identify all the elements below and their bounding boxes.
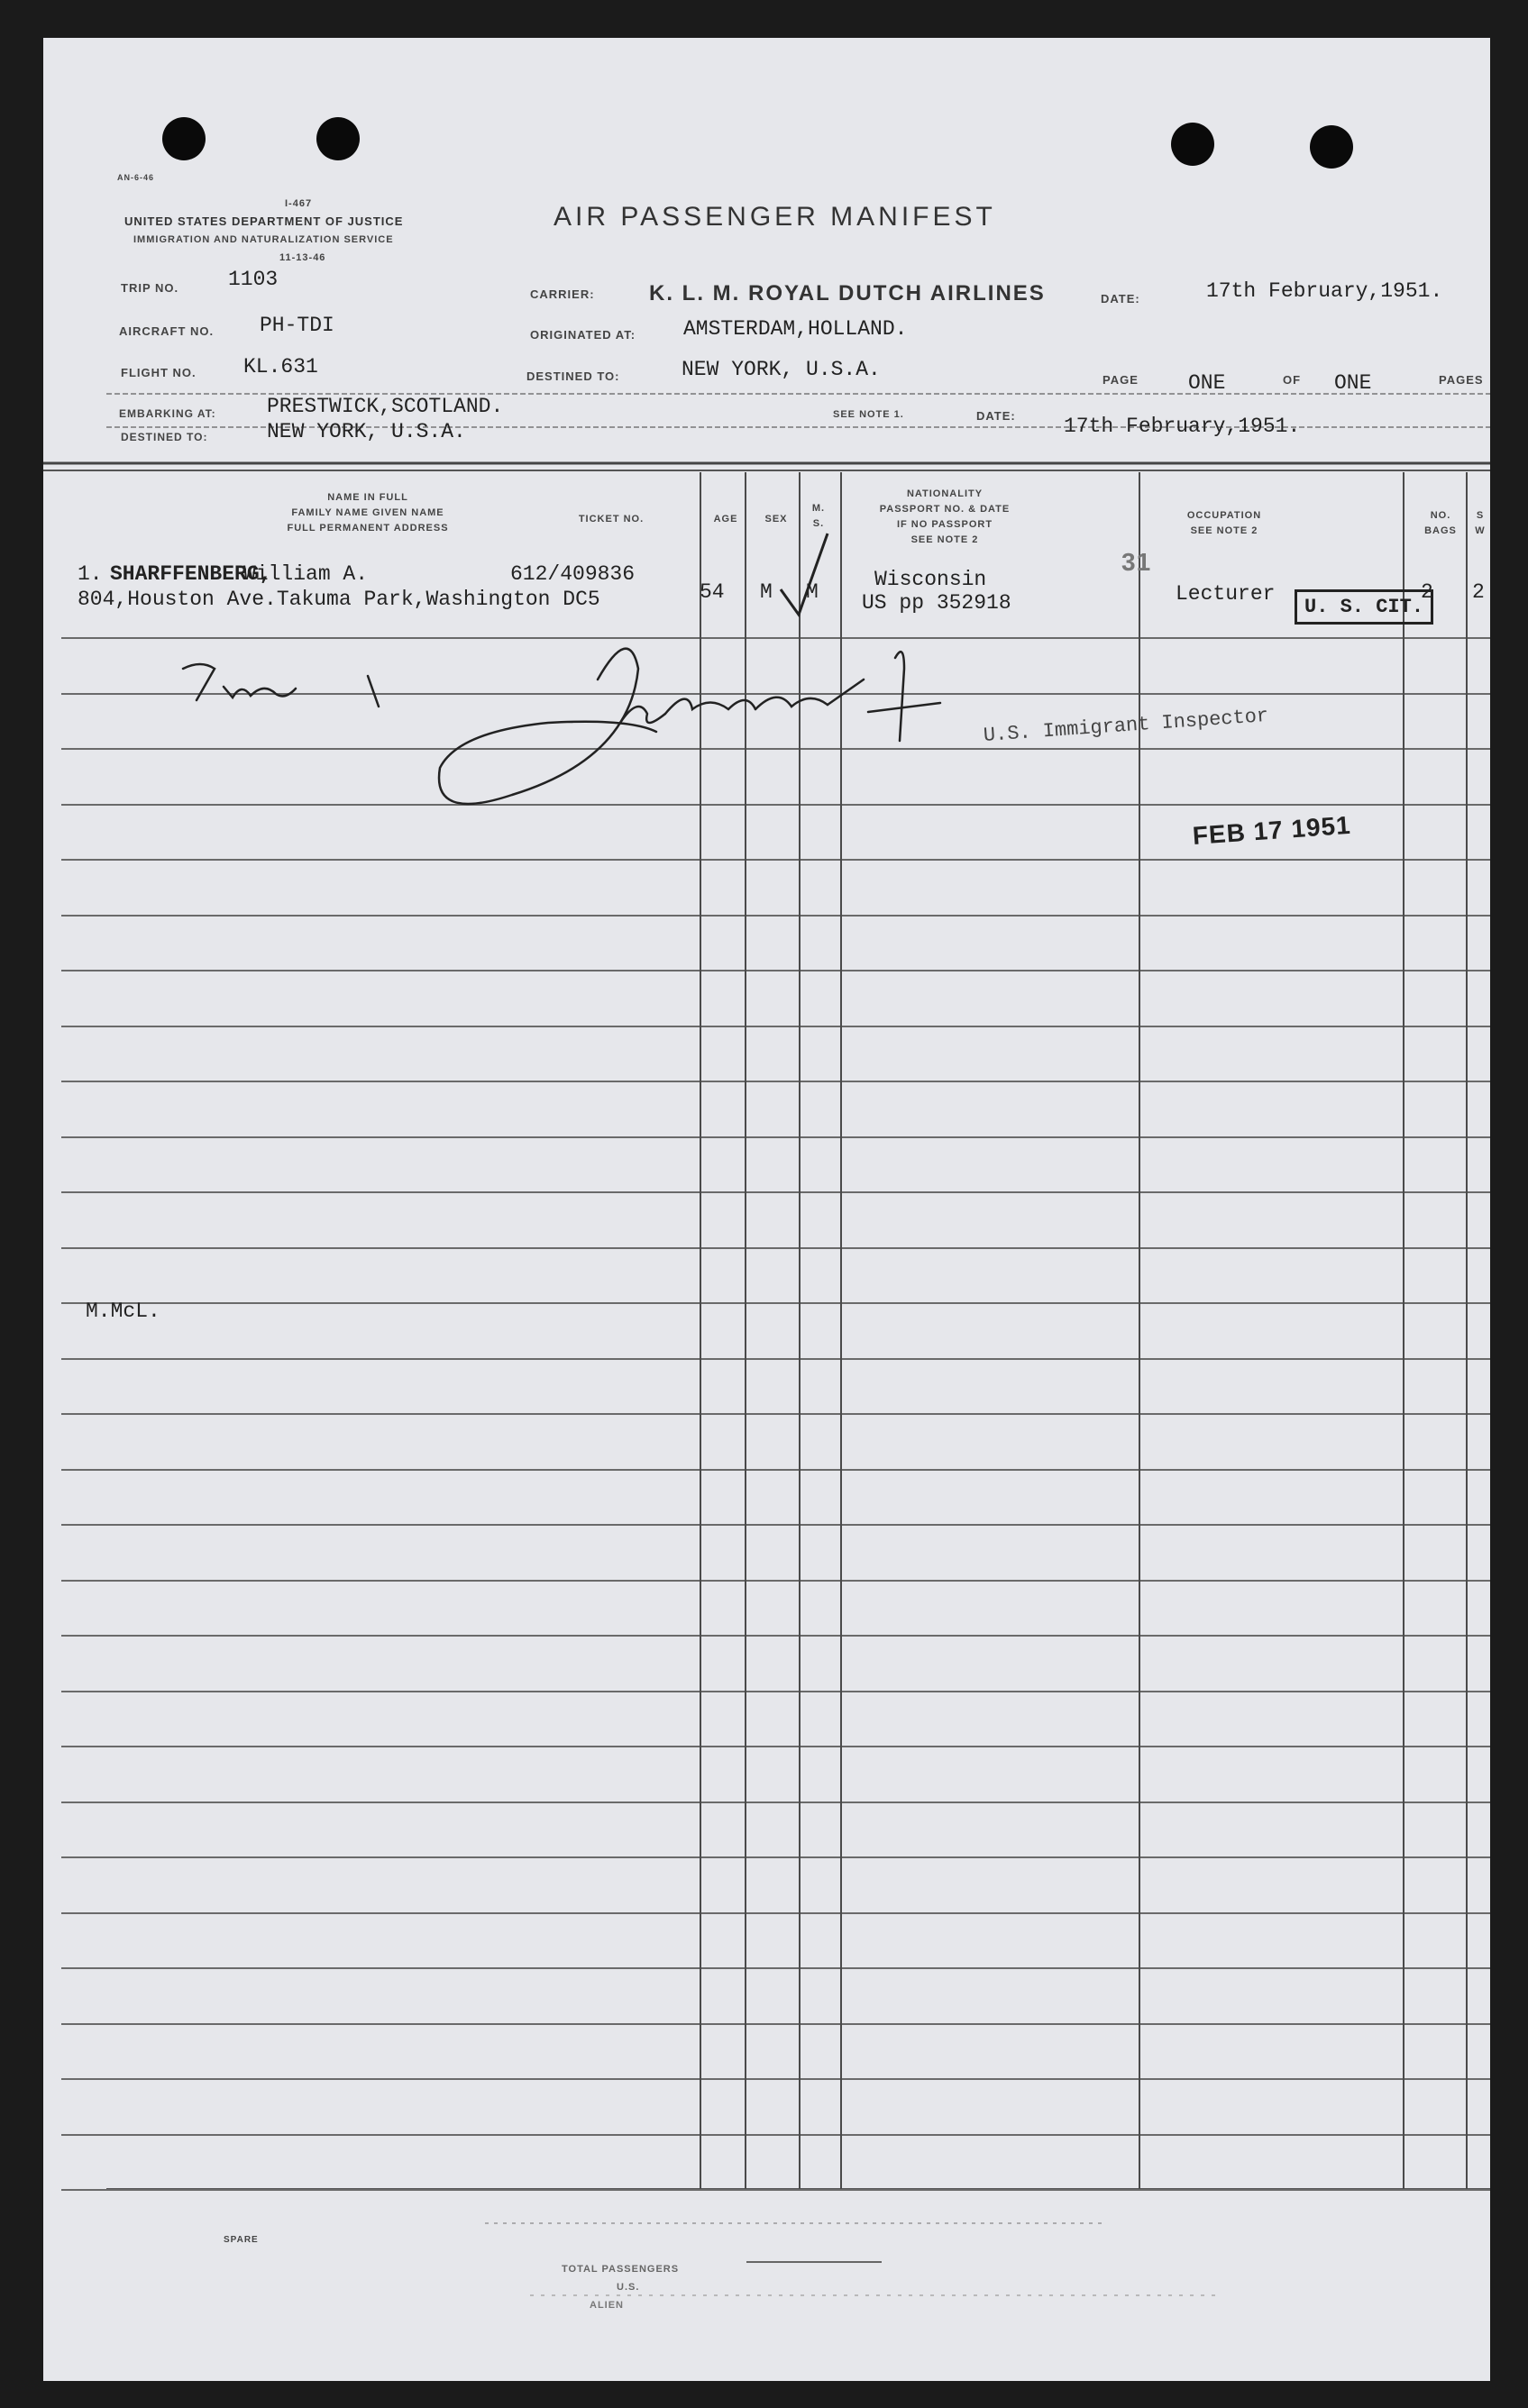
table-row-line	[61, 1469, 1490, 1471]
table-row-line	[61, 859, 1490, 861]
table-row-line	[61, 970, 1490, 971]
table-row-line	[61, 1746, 1490, 1747]
table-column-line	[1466, 472, 1468, 2189]
table-row-line	[61, 1191, 1490, 1193]
footer-text-1: TOTAL PASSENGERS	[562, 2264, 680, 2275]
rule-lines	[43, 38, 1490, 2381]
destined-to-label: DESTINED TO:	[526, 369, 620, 383]
table-row-line	[61, 1801, 1490, 1803]
col-header-bags: NO. BAGS	[1424, 510, 1457, 536]
col-header-age: AGE	[713, 514, 738, 524]
document-title: AIR PASSENGER MANIFEST	[554, 202, 996, 232]
col-header-ticket: TICKET NO.	[578, 514, 645, 524]
trip-value: 1103	[228, 268, 279, 291]
form-number: I-467	[285, 198, 313, 209]
table-row-line	[61, 1302, 1490, 1304]
folio-mark: 31	[1121, 548, 1152, 576]
date-label: DATE:	[1101, 292, 1140, 306]
destined-to-value: NEW YORK, U.S.A.	[682, 358, 881, 381]
agency-name: UNITED STATES DEPARTMENT OF JUSTICE	[124, 214, 404, 228]
table-row-line	[61, 1247, 1490, 1249]
us-citizen-stamp: U. S. CIT.	[1295, 589, 1433, 625]
table-row-line	[61, 1026, 1490, 1027]
passenger-given-name: William A.	[243, 562, 369, 586]
table-row-line	[61, 1691, 1490, 1692]
table-column-line	[799, 472, 801, 2189]
table-row-line	[61, 1912, 1490, 1914]
table-row-line	[61, 1081, 1490, 1082]
footer-text-2: U.S.	[617, 2282, 640, 2293]
table-column-line	[700, 472, 701, 2189]
table-row-line	[61, 748, 1490, 750]
table-column-line	[840, 472, 842, 2189]
embarking-value: PRESTWICK,SCOTLAND.	[267, 395, 504, 418]
col-header-occupation: OCCUPATION SEE NOTE 2	[1186, 510, 1262, 536]
originated-label: ORIGINATED AT:	[530, 328, 636, 342]
of-value: ONE	[1334, 371, 1372, 395]
passenger-nationality: Wisconsin	[874, 568, 987, 591]
destined-label: DESTINED TO:	[121, 431, 208, 443]
table-row-line	[61, 1358, 1490, 1360]
see-note-label: SEE NOTE 1.	[833, 409, 904, 420]
service-name: IMMIGRATION AND NATURALIZATION SERVICE	[133, 234, 394, 245]
originated-value: AMSTERDAM,HOLLAND.	[683, 317, 908, 341]
passenger-marital-status: M	[806, 580, 819, 604]
col-header-cut: S W	[1475, 510, 1486, 536]
table-row-line	[61, 2078, 1490, 2080]
table-row-line	[61, 1413, 1490, 1415]
table-row-line	[61, 1136, 1490, 1138]
clerk-initials: M.McL.	[86, 1300, 160, 1323]
passenger-family-name: SHARFFENBERG,	[110, 562, 272, 586]
date2-label: DATE:	[976, 409, 1016, 423]
passenger-sex: M	[760, 580, 773, 604]
inspector-stamp: U.S. Immigrant Inspector	[983, 704, 1269, 747]
flight-value: KL.631	[243, 355, 318, 379]
passenger-occupation: Lecturer	[1176, 582, 1276, 606]
passenger-ticket: 612/409836	[510, 562, 636, 586]
flight-label: FLIGHT NO.	[121, 366, 197, 379]
passenger-passport: US pp 352918	[862, 591, 1011, 615]
punch-hole	[1310, 125, 1353, 169]
date-stamp: FEB 17 1951	[1191, 810, 1352, 850]
table-row-line	[61, 693, 1490, 695]
table-row-line	[61, 1580, 1490, 1582]
form-code: AN-6-46	[117, 173, 155, 182]
aircraft-value: PH-TDI	[260, 314, 334, 337]
date-value: 17th February,1951.	[1206, 279, 1443, 303]
passenger-number: 1.	[78, 562, 103, 586]
carrier-value: K. L. M. ROYAL DUTCH AIRLINES	[649, 281, 1046, 306]
page-label: PAGE	[1103, 373, 1139, 387]
date2-value: 17th February,1951.	[1064, 415, 1301, 438]
carrier-label: CARRIER:	[530, 287, 595, 301]
table-row-line	[61, 2023, 1490, 2025]
table-row-line	[61, 1524, 1490, 1526]
col-header-name: NAME IN FULL FAMILY NAME GIVEN NAME FULL PERMANENT ADDRESS	[287, 492, 449, 534]
table-row-line	[61, 1635, 1490, 1637]
table-row-line	[61, 2189, 1490, 2191]
table-row-line	[61, 2134, 1490, 2136]
passenger-age: 54	[700, 580, 725, 604]
embarking-label: EMBARKING AT:	[119, 407, 216, 420]
pages-label: PAGES	[1439, 373, 1484, 387]
table-column-line	[1403, 472, 1404, 2189]
aircraft-label: AIRCRAFT NO.	[119, 324, 215, 338]
punch-hole	[316, 117, 360, 160]
of-label: OF	[1283, 373, 1302, 387]
footer-text-3: ALIEN	[590, 2300, 624, 2311]
col-header-sex: SEX	[764, 514, 788, 524]
punch-hole	[162, 117, 206, 160]
table-row-line	[61, 804, 1490, 806]
table-row-line	[61, 1856, 1490, 1858]
table-row-line	[61, 1967, 1490, 1969]
manifest-page	[43, 38, 1490, 2381]
passenger-weight: 2	[1472, 580, 1485, 604]
page-value: ONE	[1188, 371, 1226, 395]
form-date: 11-13-46	[279, 252, 326, 263]
col-header-nationality: NATIONALITY PASSPORT NO. & DATE IF NO PASSPORT SEE NOTE 2	[879, 488, 1011, 545]
footer-label: SPARE	[224, 2235, 259, 2245]
passenger-bags: 2	[1421, 580, 1433, 604]
trip-label: TRIP NO.	[121, 281, 179, 295]
col-header-ms: M. S.	[811, 503, 826, 529]
table-column-line	[745, 472, 746, 2189]
passenger-address: 804,Houston Ave.Takuma Park,Washington DC5	[78, 588, 600, 611]
punch-hole	[1171, 123, 1214, 166]
table-row-line	[61, 915, 1490, 917]
destined-value: NEW YORK, U.S.A.	[267, 420, 466, 443]
table-row-line	[61, 637, 1490, 639]
